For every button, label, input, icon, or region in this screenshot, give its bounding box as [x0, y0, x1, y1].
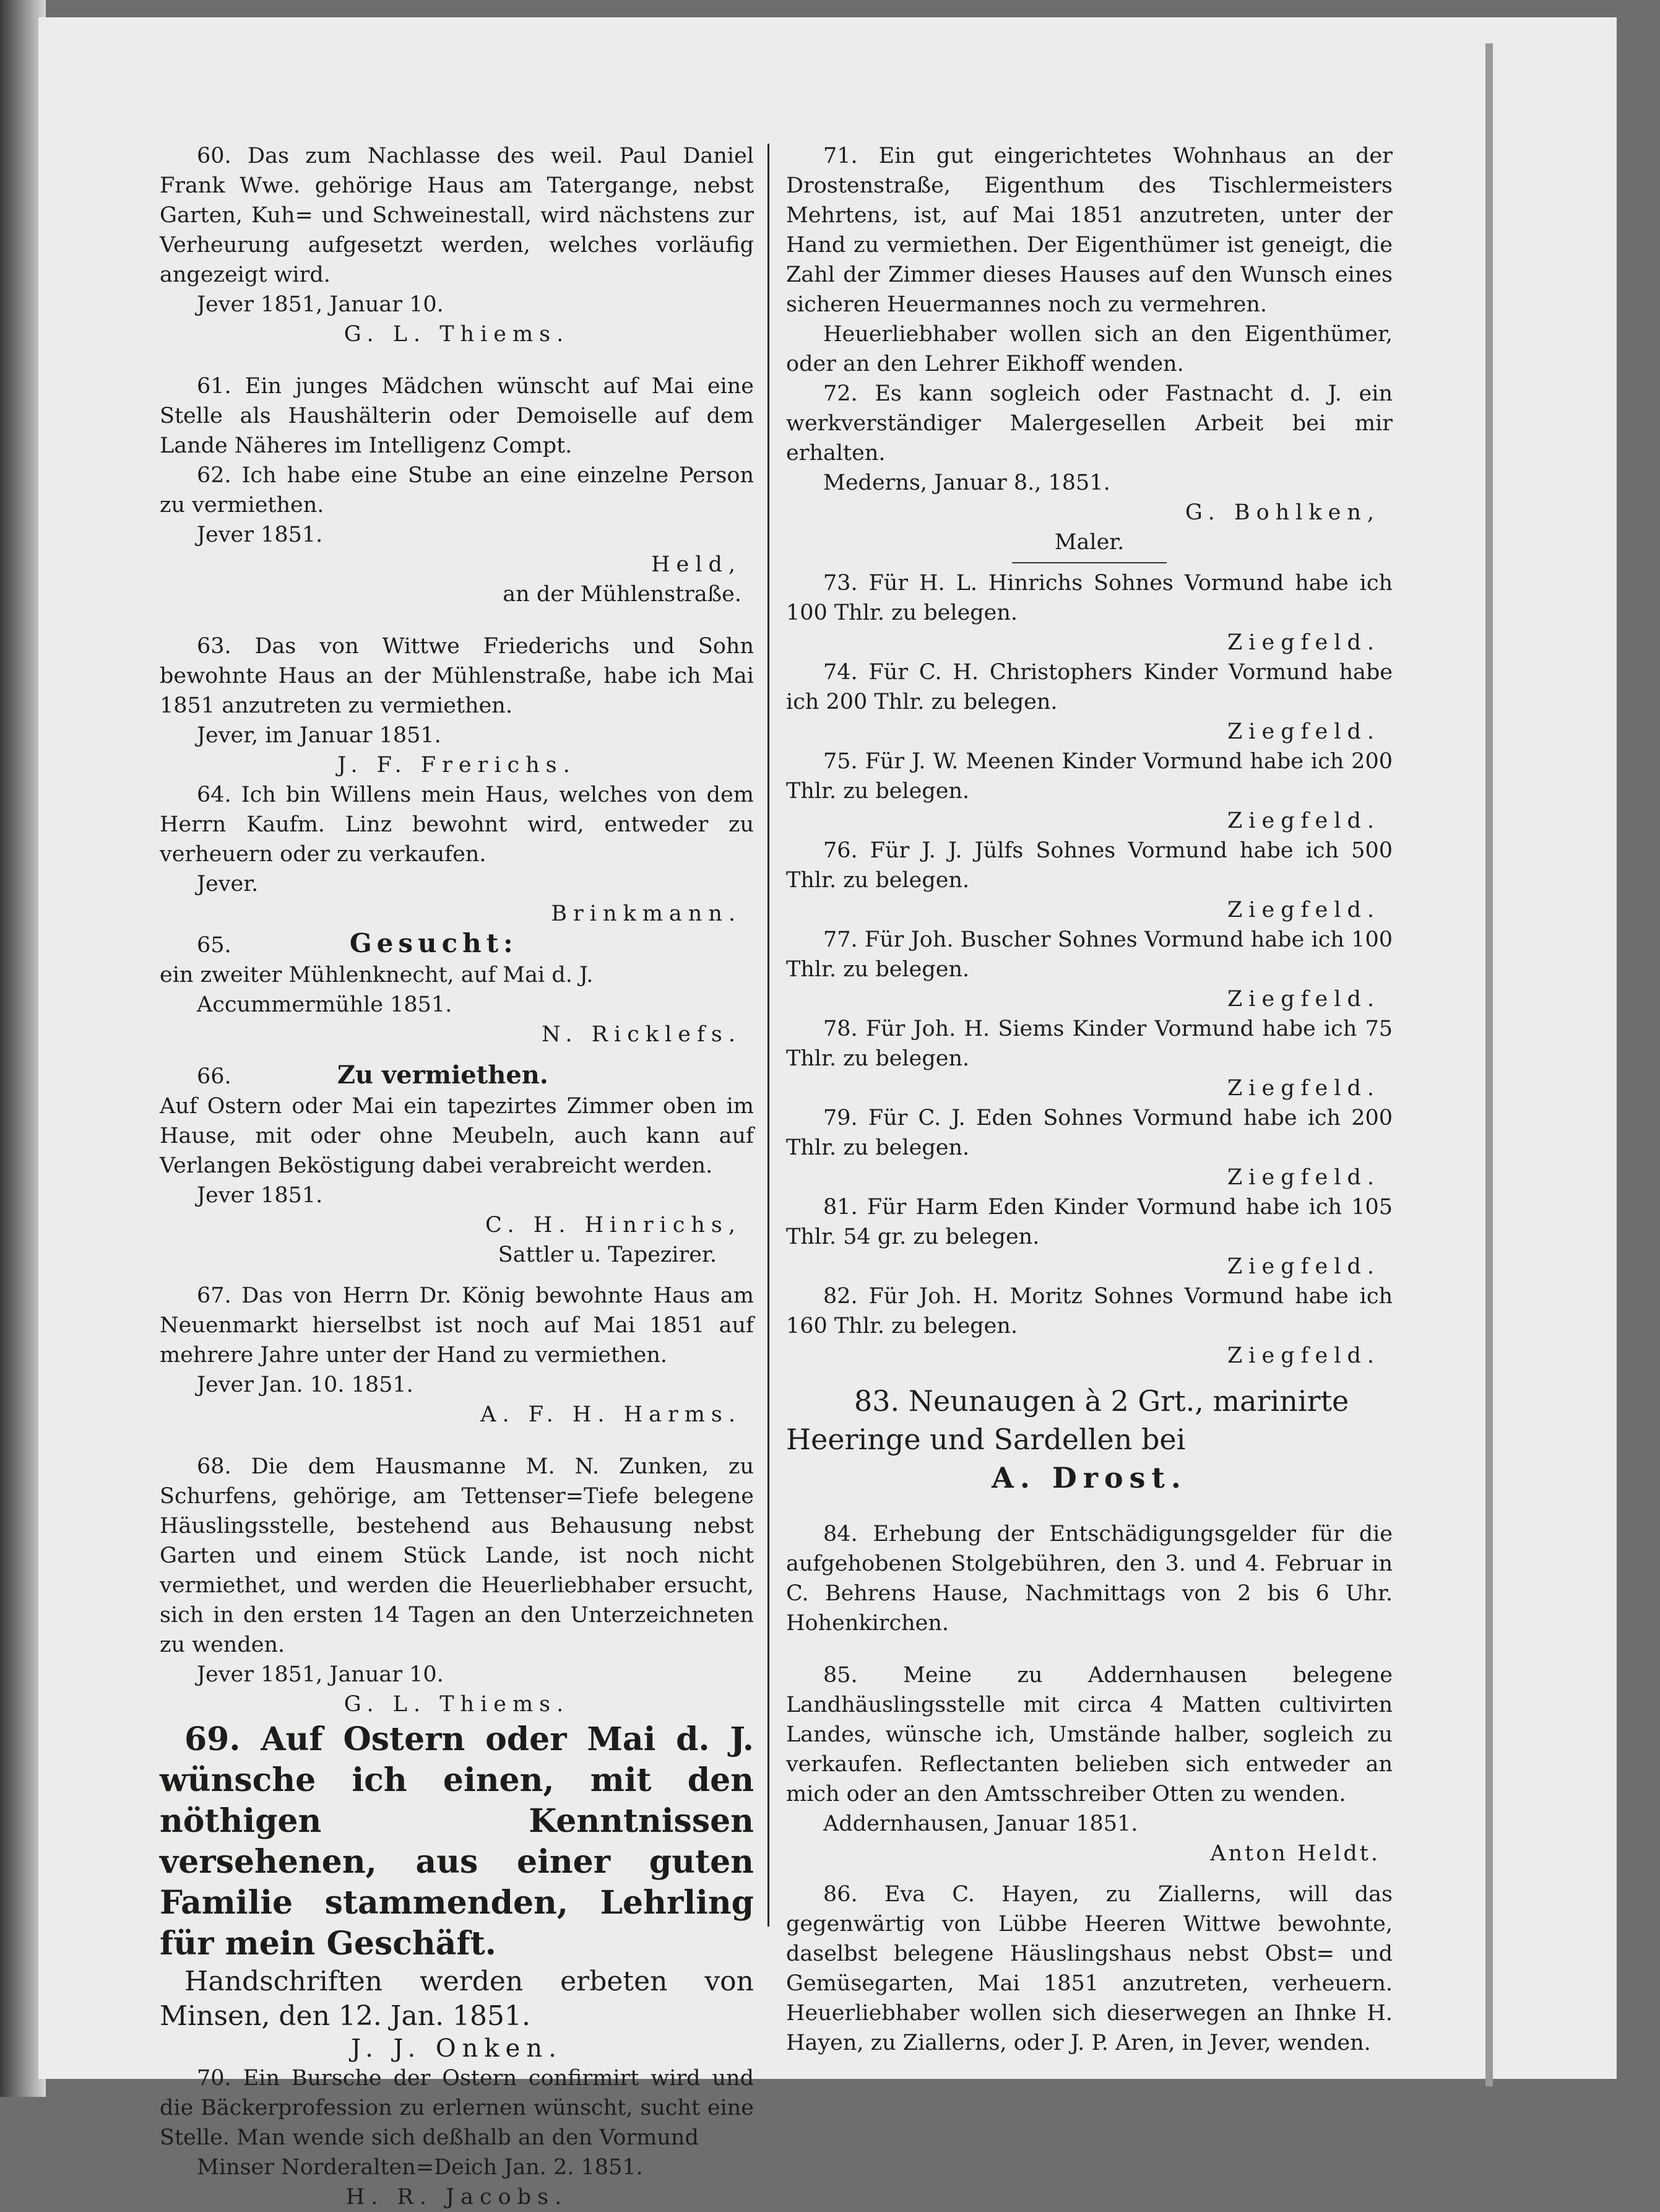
notice-70-date: Minser Norderalten=Deich Jan. 2. 1851. — [197, 2155, 643, 2180]
notice-60-date: Jever 1851, Januar 10. — [197, 292, 444, 317]
notice-66-title: Sattler u. Tapezirer. — [498, 1243, 717, 1267]
notice-77-signature: Ziegfeld. — [1227, 987, 1380, 1012]
notice-65-number — [160, 929, 754, 960]
notice-71-contact: Heuerliebhaber wollen sich an den Eigenthümer, oder an den Lehrer Eikhoff wenden. — [786, 322, 1393, 376]
notice-64: 64. Ich bin Willens mein Haus, welches von dem Herrn Kaufm. Linz bewohnt wird, entweder zu verheuern oder zu verkaufen. — [160, 783, 754, 867]
notice-77: 77. Für Joh. Buscher Sohnes Vormund habe ich 100 Thlr. zu belegen. — [786, 927, 1393, 982]
notice-61: 61. Ein junges Mädchen wünscht auf Mai eine Stelle als Haushälterin oder Demoiselle auf dem Lande Näheres im Intelligenz Compt. — [160, 374, 754, 458]
notice-75: 75. Für J. W. Meenen Kinder Vormund habe ich 200 Thlr. zu belegen. — [786, 749, 1393, 804]
notice-83: 83. Neunaugen à 2 Grt., marinirte Heeringe und Sardellen bei — [786, 1384, 1349, 1456]
notice-72-title: Maler. — [1054, 530, 1125, 555]
notice-81-signature: Ziegfeld. — [1227, 1254, 1380, 1279]
notice-85: 85. Meine zu Addernhausen belegene Landhäuslingsstelle mit circa 4 Matten cultivirten Landes, wünsche ich, Umstände halber, sogleich zu verkaufen. Reflectanten belieben sich entweder an mich oder an den Amtsschreiber Otten zu wenden. — [786, 1663, 1393, 1806]
notice-66-heading: Zu vermiethen. — [337, 1060, 548, 1090]
notice-62-address: an der Mühlenstraße. — [503, 582, 741, 607]
notice-66: Auf Ostern oder Mai ein tapezirtes Zimmer oben im Hause, mit oder ohne Meubeln, auch kann auf Verlangen Beköstigung dabei verabreicht werden. — [160, 1094, 754, 1178]
notice-62-date: Jever 1851. — [197, 523, 323, 547]
notice-64-place: Jever. — [197, 872, 259, 896]
notice-66-num: 66. — [197, 1064, 231, 1089]
notice-63-date: Jever, im Januar 1851. — [197, 723, 441, 748]
section-rule — [1012, 562, 1167, 563]
notice-82-signature: Ziegfeld. — [1227, 1343, 1380, 1368]
notice-64-signature: Brinkmann. — [551, 901, 741, 926]
notice-65: ein zweiter Mühlenknecht, auf Mai d. J. — [160, 963, 594, 987]
notice-74-signature: Ziegfeld. — [1227, 719, 1380, 744]
notice-65-heading: Gesucht: — [349, 928, 518, 958]
notice-79-signature: Ziegfeld. — [1227, 1165, 1380, 1190]
notice-73: 73. Für H. L. Hinrichs Sohnes Vormund habe ich 100 Thlr. zu belegen. — [786, 571, 1393, 625]
notice-83-signature: A. Drost. — [992, 1461, 1187, 1494]
notice-63-signature: J. F. Frerichs. — [337, 753, 576, 778]
notice-72-signature: G. Bohlken, — [1185, 500, 1380, 525]
notice-60-signature: G. L. Thiems. — [344, 322, 570, 347]
notice-73-signature: Ziegfeld. — [1227, 630, 1380, 655]
column-divider — [767, 144, 769, 1927]
notice-76-signature: Ziegfeld. — [1227, 898, 1380, 922]
notice-60: 60. Das zum Nachlasse des weil. Paul Daniel Frank Wwe. gehörige Haus am Tatergange, nebst Garten, Kuh= und Schweinestall, wird nächstens zur Verheurung aufgesetzt werden, welches vorläufig angezeigt wird. — [160, 144, 754, 287]
notice-81: 81. Für Harm Eden Kinder Vormund habe ich 105 Thlr. 54 gr. zu belegen. — [786, 1195, 1393, 1249]
notice-69-signature: J. J. Onken. — [351, 2034, 563, 2063]
notice-66-date: Jever 1851. — [197, 1183, 323, 1208]
notice-66-signature: C. H. Hinrichs, — [485, 1213, 741, 1238]
notice-66-number — [160, 1060, 754, 1091]
notice-78: 78. Für Joh. H. Siems Kinder Vormund habe ich 75 Thlr. zu belegen. — [786, 1017, 1393, 1071]
page-edge — [1485, 43, 1493, 2086]
notice-67-date: Jever Jan. 10. 1851. — [197, 1373, 413, 1397]
notice-75-signature: Ziegfeld. — [1227, 809, 1380, 833]
notice-84: 84. Erhebung der Entschädigungsgelder für die aufgehobenen Stolgebühren, den 3. und 4. Februar in C. Behrens Hause, Nachmittags von 2 bis 6 Uhr. Hohenkirchen. — [786, 1522, 1393, 1636]
notice-71: 71. Ein gut eingerichtetes Wohnhaus an der Drostenstraße, Eigenthum des Tischlermeisters Mehrtens, ist, auf Mai 1851 anzutreten, unter der Hand zu vermiethen. Der Eigenthümer ist geneigt, die Zahl der Zimmer dieses Hauses auf den Wunsch eines sicheren Heuermannes noch zu vermehren. — [786, 144, 1393, 317]
left-column — [160, 141, 754, 2212]
notice-67-signature: A. F. H. Harms. — [480, 1402, 741, 1427]
notice-63: 63. Das von Wittwe Friederichs und Sohn bewohnte Haus an der Mühlenstraße, habe ich Mai 1851 anzutreten zu vermiethen. — [160, 634, 754, 718]
notice-65-num: 65. — [197, 933, 231, 958]
right-column — [786, 141, 1393, 2058]
notice-72-date: Mederns, Januar 8., 1851. — [823, 471, 1110, 495]
notice-68: 68. Die dem Hausmanne M. N. Zunken, zu Schurfens, gehörige, am Tettenser=Tiefe belegene Häuslingsstelle, bestehend aus Behausung nebst Garten und einem Stück Lande, ist noch nicht vermiethet, und werden die Heuerliebhaber ersucht, sich in den ersten 14 Tagen an den Unterzeichneten zu wenden. — [160, 1454, 754, 1657]
notice-85-signature: Anton Heldt. — [1210, 1841, 1380, 1866]
notice-86: 86. Eva C. Hayen, zu Ziallerns, will das gegenwärtig von Lübbe Heeren Wittwe bewohnte, daselbst belegene Häuslingshaus nebst Obst= und Gemüsegarten, Mai 1851 anzutreten, verheuern. Heuerliebhaber wollen sich dieserwegen an Ihnke H. Hayen, zu Ziallerns, oder J. P. Aren, in Jever, wenden. — [786, 1882, 1393, 2055]
notice-85-date: Addernhausen, Januar 1851. — [823, 1811, 1138, 1836]
notice-62-signature: Held, — [651, 552, 741, 577]
notice-79: 79. Für C. J. Eden Sohnes Vormund habe ich 200 Thlr. zu belegen. — [786, 1106, 1393, 1160]
notice-68-date: Jever 1851, Januar 10. — [197, 1662, 444, 1687]
notice-62: 62. Ich habe eine Stube an eine einzelne Person zu vermiethen. — [160, 463, 754, 518]
notice-74: 74. Für C. H. Christophers Kinder Vormund habe ich 200 Thlr. zu belegen. — [786, 660, 1393, 714]
notice-65-place: Accummermühle 1851. — [197, 992, 452, 1017]
notice-72: 72. Es kann sogleich oder Fastnacht d. J. ein werkverständiger Malergesellen Arbeit bei mir erhalten. — [786, 381, 1393, 466]
notice-70: 70. Ein Bursche der Ostern confirmirt wird und die Bäckerprofession zu erlernen wünscht, sucht eine Stelle. Man wende sich deßhalb an den Vormund — [160, 2066, 754, 2150]
notice-82: 82. Für Joh. H. Moritz Sohnes Vormund habe ich 160 Thlr. zu belegen. — [786, 1284, 1393, 1338]
notice-68-signature: G. L. Thiems. — [344, 1692, 570, 1717]
notice-70-signature: H. R. Jacobs. — [345, 2185, 568, 2210]
notice-76: 76. Für J. J. Jülfs Sohnes Vormund habe ich 500 Thlr. zu belegen. — [786, 838, 1393, 893]
notice-78-signature: Ziegfeld. — [1227, 1076, 1380, 1101]
notice-69-request: Handschriften werden erbeten von Minsen, den 12. Jan. 1851. — [160, 1966, 754, 2032]
notice-67: 67. Das von Herrn Dr. König bewohnte Haus am Neuenmarkt hierselbst ist noch auf Mai 1851 auf mehrere Jahre unter der Hand zu vermiethen. — [160, 1283, 754, 1368]
notice-65-signature: N. Ricklefs. — [542, 1022, 741, 1047]
notice-69: 69. Auf Ostern oder Mai d. J. wünsche ich einen, mit den nöthigen Kenntnissen versehenen, aus einer guten Familie stammenden, Lehrling für mein Geschäft. — [160, 1720, 754, 1963]
